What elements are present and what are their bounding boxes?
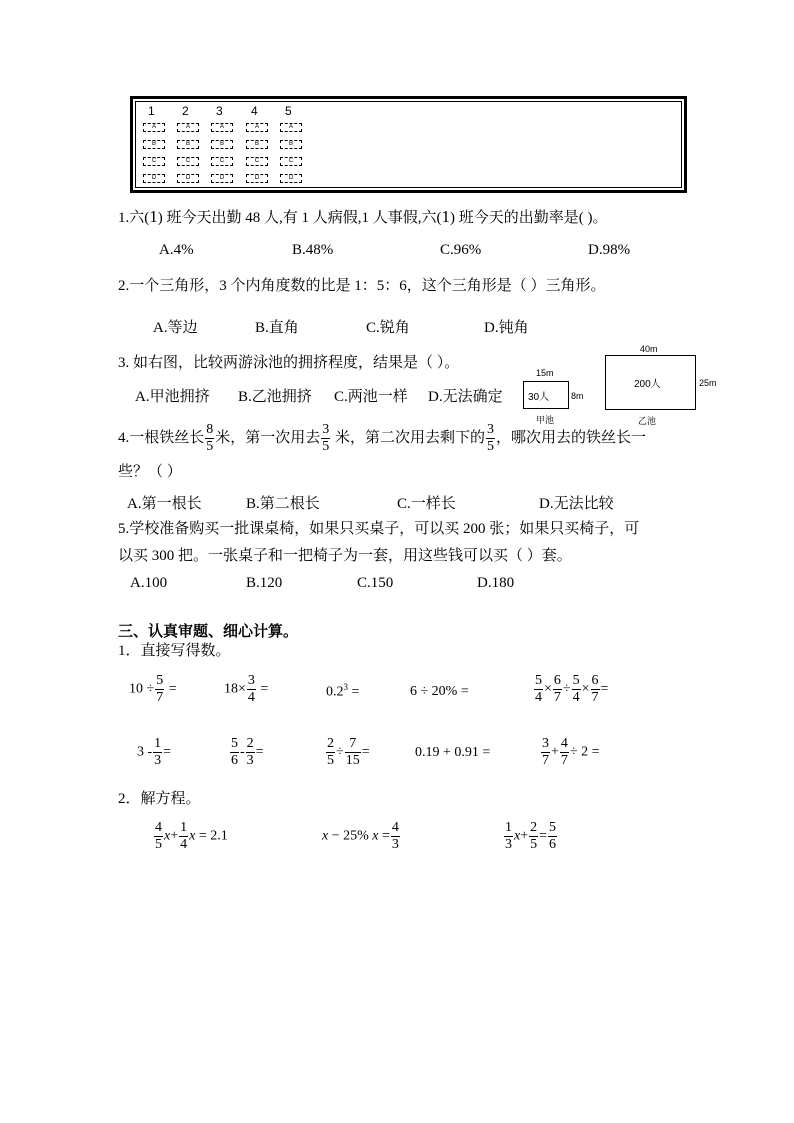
q4-fraction-3-num: 3 [487,422,495,438]
eq-2-var-1: x [322,828,329,844]
pool-b-people: 200人 [634,379,661,390]
answer-card-number: 4 [251,104,258,118]
eq-2-fraction [391,820,400,853]
calc-1-pre: 10 ÷ [129,681,155,697]
answer-bubble[interactable]: D [280,174,302,183]
answer-bubble[interactable]: A [177,123,199,132]
q4-fraction-3-den: 5 [487,439,495,455]
answer-card-number: 2 [182,104,189,118]
calc-7-fraction-2 [246,736,255,769]
q5-option-d[interactable]: D.180 [477,575,515,591]
q4-option-b[interactable]: B.第二根长 [246,496,320,512]
eq-1-num-1: 4 [155,820,162,835]
q1-class-number: 1 [149,207,158,226]
answer-bubble[interactable]: A [143,123,165,132]
eq-1-fraction-2 [179,820,188,853]
calc-5-fraction-1 [534,673,543,706]
eq-1-var-1: x [164,828,171,844]
pool-a-name: 甲池 [536,415,555,425]
q4-fraction-2 [321,422,330,455]
q5-line-1: 5.学校准备购买一批课桌椅，如果只买桌子，可以买 200 张；如果只买椅子，可 [118,521,640,537]
calc-10-num-1: 3 [542,736,549,751]
calc-6-post: = [163,744,172,760]
answer-bubble[interactable]: B [143,140,165,149]
calc-8-post: = [361,744,370,760]
answer-bubble[interactable]: C [211,157,233,166]
calc-5-fraction-4 [591,673,600,706]
q2-option-a[interactable]: A.等边 [153,320,198,336]
calc-5-den-4: 7 [591,690,599,705]
eq-3-equals: = [539,828,548,844]
calc-1-fraction [155,673,164,706]
answer-bubble[interactable]: A [211,123,233,132]
calc-3-post: = [348,684,360,700]
pool-a-width-label: 15m [536,368,554,378]
equation-3 [503,820,558,853]
eq-3-op: + [520,828,529,844]
q1-option-c[interactable]: C.96% [440,242,482,258]
calc-2 [224,673,268,706]
answer-card-number: 5 [285,104,292,118]
calc-10-fraction-2 [560,736,569,769]
answer-bubble[interactable]: B [280,140,302,149]
calc-2-num: 3 [247,673,255,688]
q2-option-c[interactable]: C.锐角 [366,320,410,336]
calc-7 [229,736,264,769]
calc-6-fraction [153,736,162,769]
calc-8-fraction-2 [345,736,361,769]
q3-option-c[interactable]: C.两池一样 [334,389,408,405]
answer-bubble[interactable]: D [177,174,199,183]
calc-7-den-1: 6 [231,753,238,768]
calc-1-post: = [168,681,177,697]
question-2: 2.一个三角形，3 个内角度数的比是 1：5：6，这个三角形是（ ）三角形。 [118,278,606,294]
calc-5-fraction-2 [553,673,562,706]
eq-1-den-2: 4 [180,837,188,852]
q1-option-d[interactable]: D.98% [588,242,631,258]
calc-3-base: 0.2 [326,684,344,700]
q4-fraction-1 [205,422,214,455]
q4-option-c[interactable]: C.一样长 [397,496,456,512]
q4-line-2: 些？（ ） [118,464,182,480]
pool-b-length-label: 25m [699,378,717,388]
calc-7-den-2: 3 [246,753,254,768]
q4-fraction-2-den: 5 [322,439,330,455]
calc-7-num-2: 2 [246,736,254,751]
calc-8-num-1: 2 [327,736,334,751]
answer-bubble[interactable]: D [143,174,165,183]
eq-2-den: 3 [391,837,399,852]
eq-3-num-3: 5 [549,820,557,835]
calc-5-num-2: 6 [553,673,561,688]
calc-10-op: + [551,744,559,760]
answer-card-number: 3 [216,104,223,118]
q4-option-a[interactable]: A.第一根长 [127,496,202,512]
calc-5-post: = [600,681,609,697]
answer-bubble[interactable]: A [246,123,268,132]
eq-2-var-2: x [372,828,379,844]
calc-2-fraction [247,673,256,706]
answer-bubble[interactable]: C [143,157,165,166]
q5-option-a[interactable]: A.100 [130,575,168,591]
eq-1-num-2: 1 [180,820,188,835]
calc-5-fraction-3 [572,673,581,706]
calc-5-op-1: × [544,681,552,697]
calc-4: 6 ÷ 20% = [410,684,469,699]
question-3: 3. 如右图，比较两游泳池的拥挤程度，结果是（ ）。 [118,355,460,371]
q1-option-b[interactable]: B.48% [292,242,334,258]
answer-bubble[interactable]: B [177,140,199,149]
answer-bubble[interactable]: C [177,157,199,166]
q4-fraction-1-num: 8 [206,422,214,438]
q4-text-1: 4.一根铁丝长 [118,430,205,446]
calc-10-post: ÷ 2 = [569,744,600,760]
calc-8 [325,736,370,769]
calc-6-den: 3 [154,753,162,768]
eq-3-fraction-3 [548,820,557,853]
answer-bubble[interactable]: D [211,174,233,183]
calc-2-den: 4 [247,690,255,705]
section-3-sub-1: 1．直接写得数。 [118,643,231,659]
calc-7-fraction-1 [230,736,239,769]
q4-text-2: 米，第一次用去 [215,430,321,446]
eq-3-num-2: 2 [530,820,538,835]
eq-3-num-1: 1 [505,820,512,835]
equation-2 [322,820,401,853]
eq-3-var: x [514,828,521,844]
q5-line-2: 以买 300 把。一张桌子和一把椅子为一套，用这些钱可以买（ ）套。 [118,548,572,564]
eq-2-num: 4 [391,820,399,835]
eq-2-equals: = [382,828,390,844]
q3-option-d[interactable]: D.无法确定 [428,389,503,405]
calc-5-num-1: 5 [535,673,542,688]
eq-3-den-3: 6 [549,837,557,852]
q3-option-a[interactable]: A.甲池拥挤 [135,389,210,405]
calc-1 [129,673,177,706]
q2-option-b[interactable]: B.直角 [255,320,299,336]
calc-1-num: 5 [156,673,164,688]
q4-fraction-3 [486,422,495,455]
eq-3-fraction-2 [529,820,538,853]
section-3-sub-2: 2．解方程。 [118,791,201,807]
q5-option-c[interactable]: C.150 [357,575,394,591]
calc-8-op: ÷ [336,744,344,760]
question-4 [118,420,646,456]
calc-8-num-2: 7 [345,736,361,753]
calc-9: 0.19 + 0.91 = [415,745,491,760]
answer-bubble[interactable]: C [280,157,302,166]
calc-8-fraction-1 [326,736,335,769]
calc-7-post: = [255,744,264,760]
calc-7-op: - [240,744,245,760]
calc-10-num-2: 4 [560,736,568,751]
calc-5-den-3: 4 [572,690,580,705]
eq-1-op: + [170,828,179,844]
calc-1-den: 7 [156,690,164,705]
calc-10-den-1: 7 [542,753,549,768]
calc-8-den-1: 5 [327,753,334,768]
eq-1-fraction-1 [154,820,163,853]
pool-a-people: 30人 [528,392,550,403]
calc-5-num-4: 6 [591,673,599,688]
pool-a-length-label: 8m [571,391,584,401]
q5-option-b[interactable]: B.120 [246,575,283,591]
calc-10 [540,736,600,769]
answer-card-number: 1 [148,104,155,118]
calc-6-num: 1 [154,736,162,751]
answer-bubble[interactable]: B [246,140,268,149]
calc-8-den-2: 15 [345,753,360,768]
eq-1-post: = 2.1 [198,828,228,844]
calc-3 [326,682,359,701]
question-1 [118,207,608,228]
pool-b-width-label: 40m [640,344,658,354]
calc-5-den-1: 4 [535,690,542,705]
section-3-title: 三、认真审题、细心计算。 [118,624,299,640]
answer-bubble[interactable]: C [246,157,268,166]
q4-fraction-1-den: 5 [206,439,214,455]
eq-1-var-2: x [189,828,196,844]
calc-10-den-2: 7 [560,753,568,768]
q4-text-3: 米，第二次用去剩下的 [331,430,486,446]
calc-6 [137,736,171,769]
answer-bubble[interactable]: A [280,123,302,132]
q4-fraction-2-num: 3 [322,422,330,438]
calc-7-num-1: 5 [231,736,238,751]
eq-3-fraction-1 [504,820,513,853]
calc-5-op-2: ÷ [562,681,571,697]
q2-option-d[interactable]: D.钝角 [484,320,529,336]
eq-2-mid: − 25% [331,828,369,844]
calc-5-op-3: × [581,681,590,697]
equation-1 [153,820,228,853]
calc-5-num-3: 5 [572,673,580,688]
q3-option-b[interactable]: B.乙池拥挤 [238,389,312,405]
q1-option-a[interactable]: A.4% [159,242,194,258]
q4-option-d[interactable]: D.无法比较 [539,496,614,512]
calc-10-fraction-1 [541,736,550,769]
answer-bubble[interactable]: B [211,140,233,149]
calc-5-den-2: 7 [553,690,561,705]
eq-3-den-1: 3 [505,837,512,852]
q4-text-4: ，哪次用去的铁丝长一 [496,430,647,446]
calc-2-post: = [260,681,269,697]
eq-1-den-1: 5 [155,837,162,852]
q1-text-c: ) 班今天的出勤率是( )。 [450,210,608,226]
pool-b-name: 乙池 [638,416,657,426]
calc-3-exponent: 3 [343,682,348,692]
calc-6-pre: 3 - [137,744,153,760]
answer-bubble[interactable]: D [246,174,268,183]
calc-2-pre: 18× [224,681,246,697]
q1-class-number-2: 1 [441,207,450,226]
calc-5 [533,673,608,706]
q1-text-a: 1.六( [118,210,150,226]
q1-text-b: ) 班今天出勤 48 人,有 1 人病假,1 人事假,六( [157,210,442,226]
eq-3-den-2: 5 [530,837,538,852]
